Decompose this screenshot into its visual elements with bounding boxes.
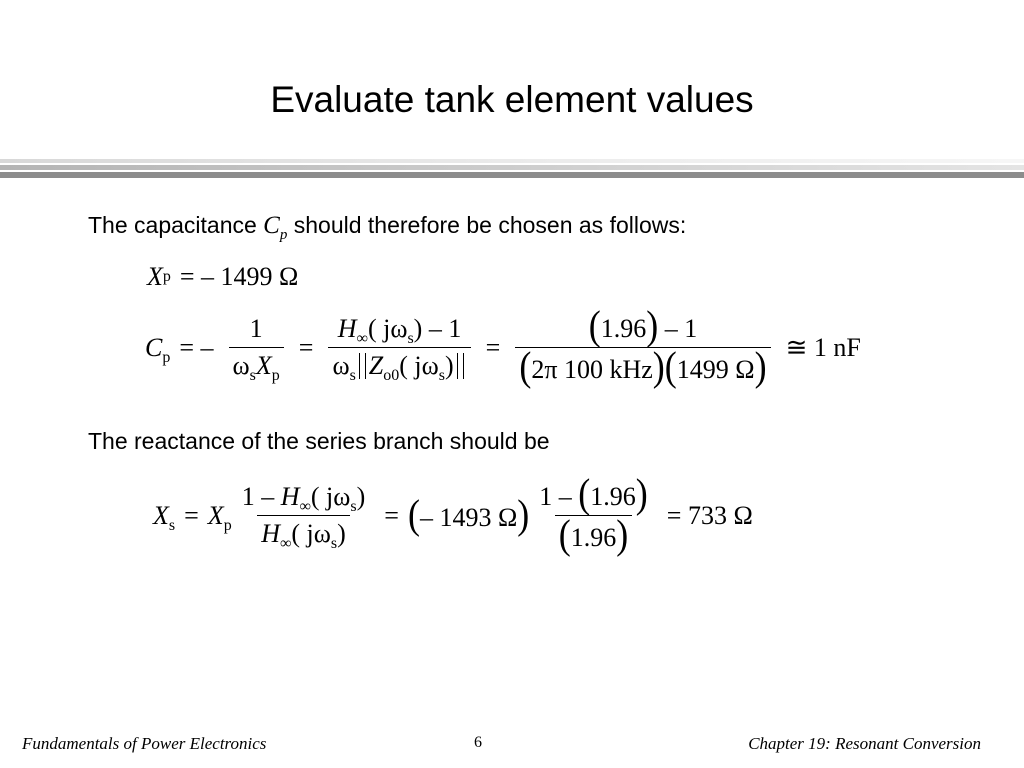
xs-frac1-den-h: H [261, 519, 280, 548]
paren-open: ( [519, 343, 532, 389]
title-rule-bottom [0, 172, 1024, 178]
paren-close: ) [646, 302, 659, 348]
paren-open: ( [558, 511, 571, 557]
xs-paren-group [407, 490, 530, 537]
cp-frac1-den-x: X [255, 351, 272, 380]
paren-close: ) [616, 511, 629, 557]
cp-frac2-den [328, 347, 470, 385]
xs-eq2: = [384, 500, 399, 530]
equation-xs [153, 470, 762, 557]
cp-frac1 [229, 314, 284, 385]
cp-eq3: = [485, 332, 501, 362]
cp-frac2-den-z-sub: o0 [383, 367, 400, 385]
cp-frac2-num-h: H [337, 314, 357, 343]
slide-title: Evaluate tank element values [270, 79, 754, 120]
cp-result: ≅ 1 nF [785, 332, 861, 362]
xs-lhs-sub: s [168, 516, 176, 534]
cp-frac2-den-close: ) [445, 351, 454, 380]
xp-rhs: = – 1499 Ω [179, 262, 299, 291]
cp-lhs-letter: C [145, 332, 163, 362]
xs-frac1-num-h: H [280, 482, 300, 511]
xs-frac2 [535, 470, 652, 557]
paragraph-capacitance-after: should therefore be chosen as follows: [287, 212, 687, 238]
equation-cp [145, 302, 870, 389]
xs-frac1-den-close: ) [337, 519, 346, 548]
cp-frac1-num: 1 [249, 314, 263, 343]
xs-xp [207, 500, 232, 534]
xs-paren-val: – 1493 Ω [419, 502, 518, 532]
xs-frac1-den-arg-sub: s [330, 535, 338, 553]
paren-open: ( [578, 470, 591, 516]
paragraph-capacitance-before: The capacitance [88, 212, 264, 238]
cp-frac1-den-w-sub: s [249, 367, 256, 385]
cp-frac1-den-w: ω [232, 351, 250, 380]
xp-lhs: X [147, 262, 163, 291]
cp-frac1-den [229, 347, 284, 385]
footer-book-title: Fundamentals of Power Electronics [22, 734, 267, 753]
capacitance-symbol-letter: C [263, 212, 280, 239]
paren-open: ( [664, 343, 677, 389]
footer-page-number: 6 [474, 734, 482, 751]
xs-eq1: = [184, 500, 199, 530]
cp-eq2: = [298, 332, 314, 362]
cp-frac2-den-w: ω [332, 351, 350, 380]
capacitance-symbol [263, 212, 288, 243]
paragraph-capacitance [88, 211, 686, 249]
cp-frac2-den-w-sub: s [349, 367, 356, 385]
xs-result: = 733 Ω [666, 500, 753, 530]
paren-close: ) [754, 343, 767, 389]
xs-frac1-num-arg: ( jω [310, 482, 351, 511]
cp-frac2-num-tail: ) – 1 [413, 314, 462, 343]
cp-eq1: = – [179, 332, 214, 362]
cp-frac2-num-h-sub: ∞ [356, 330, 368, 348]
cp-frac2-den-arg: ( jω [399, 351, 439, 380]
paren-close: ) [635, 470, 648, 516]
xs-frac2-num [535, 470, 652, 516]
cp-frac3-num-val: 1.96 [600, 314, 647, 343]
xs-frac2-den-val: 1.96 [570, 523, 617, 552]
cp-frac1-den-x-sub: p [271, 367, 280, 385]
footer-chapter: Chapter 19: Resonant Conversion [748, 734, 981, 753]
cp-frac2-den-z: Z [368, 351, 384, 380]
paragraph-reactance: The reactance of the series branch should be [88, 428, 550, 454]
cp-frac3 [515, 302, 770, 389]
paren-close: ) [652, 343, 665, 389]
cp-frac2-num-arg: ( jω [367, 314, 408, 343]
xs-frac1-den-arg: ( jω [291, 519, 331, 548]
paren-open: ( [407, 490, 420, 537]
xs-frac2-den [555, 511, 633, 557]
cp-frac2-den-arg-sub: s [438, 367, 445, 385]
equation-xp: X p = – 1499 Ω [147, 262, 299, 291]
paren-open: ( [588, 302, 601, 348]
xs-frac1-num-arg-sub: s [350, 498, 357, 516]
xs-frac1-num-close: ) [356, 482, 366, 511]
cp-frac3-num-tail: – 1 [664, 314, 698, 343]
cp-frac2 [328, 314, 470, 385]
parallel-bars-left [359, 353, 366, 379]
title-rule-top [0, 159, 1024, 163]
cp-frac3-den-a: 2π 100 kHz [531, 355, 653, 384]
capacitance-symbol-sub: p [279, 227, 288, 243]
cp-lhs-sub: p [162, 348, 171, 366]
xs-frac1-den-h-sub: ∞ [279, 535, 292, 553]
xs-xp-letter: X [207, 500, 224, 530]
cp-frac2-num-arg-sub: s [407, 330, 414, 348]
cp-frac3-num [585, 302, 702, 348]
xs-frac1 [238, 482, 370, 553]
xs-frac2-num-val: 1.96 [590, 482, 636, 511]
title-rule-middle [0, 165, 1024, 170]
xs-frac1-den [257, 515, 350, 553]
cp-frac2-num [334, 314, 466, 347]
paren-close: ) [517, 490, 530, 537]
xs-frac1-num [238, 482, 370, 515]
parallel-bars-right [457, 353, 464, 379]
xs-lhs [153, 500, 176, 534]
xs-frac1-num-pre: 1 – [241, 482, 281, 511]
xs-frac1-num-h-sub: ∞ [299, 498, 311, 516]
xs-xp-sub: p [223, 516, 232, 534]
cp-lhs [145, 332, 171, 366]
cp-frac3-den [515, 343, 770, 389]
xs-frac2-num-pre: 1 – [539, 482, 579, 511]
xs-lhs-letter: X [153, 500, 169, 530]
cp-frac3-den-b: 1499 Ω [676, 355, 755, 384]
